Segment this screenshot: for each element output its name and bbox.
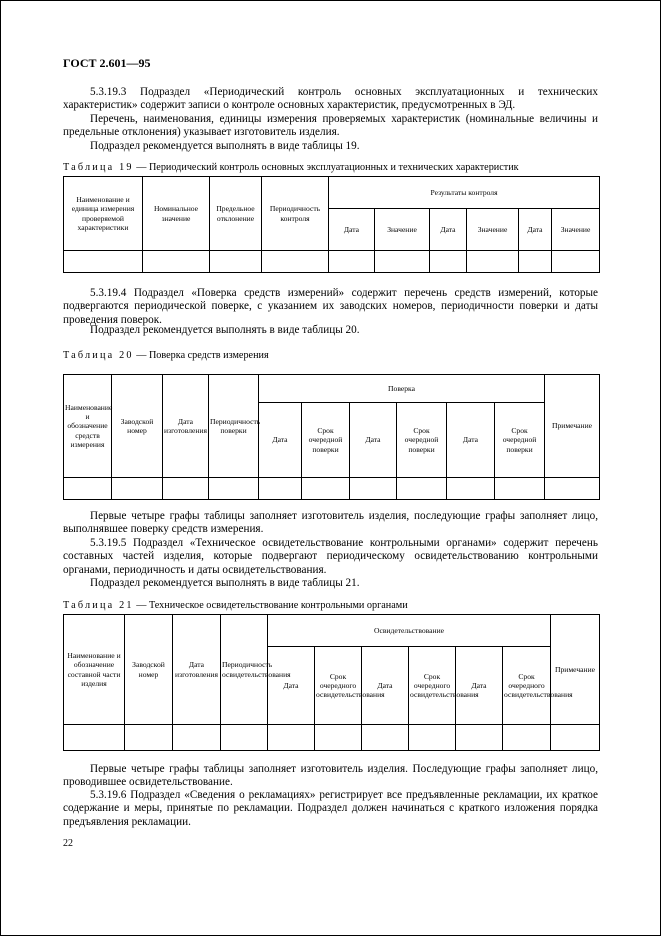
t19-col-name: Наименование и единица измерения проверяемой характеристики: [64, 177, 143, 251]
t20-col-name: Наименование и обозначение средств измерения: [64, 375, 112, 478]
t21-col-manufacture-date: Дата изготовления: [173, 615, 221, 725]
paragraph-5-3-19-6: 5.3.19.6 Подраздел «Сведения о рекламациях» регистрирует все предъявленные рекламации, их краткое содержание и меры, принятые по рекламации. Подраздел должен начинаться с краткого изложения порядка предъявления рекламации.: [63, 789, 598, 828]
t20-col-manufacture-date: Дата изготовления: [163, 375, 209, 478]
page-number: 22: [63, 838, 73, 849]
t20-sub: Дата: [447, 403, 495, 478]
paragraph-table19-ref: Подраздел рекомендуется выполнять в виде таблицы 19.: [90, 140, 360, 152]
paragraph-5-3-19-4: 5.3.19.4 Подраздел «Поверка средств измерений» содержит перечень средств измерений, которые подвергаются периодической поверке, с указанием их заводских номеров, периодичности поверки и даты проведения поверок.: [63, 287, 598, 326]
table19-caption: [63, 162, 519, 173]
table20-title: — Поверка средств измерения: [133, 350, 269, 361]
t21-col-name: Наименование и обозначение составной части изделия: [64, 615, 125, 725]
t19-col-deviation: Предельное отклонение: [210, 177, 262, 251]
t21-group-inspection: Освидетельствование: [268, 615, 551, 647]
t19-sub: Дата: [430, 209, 467, 251]
t19-sub: Дата: [519, 209, 552, 251]
table19-label: Таблица 19: [63, 162, 134, 173]
t21-sub: Дата: [268, 647, 315, 725]
t20-col-periodicity: Периодичность поверки: [209, 375, 259, 478]
table-row: [64, 478, 600, 500]
table21-caption: [63, 600, 408, 611]
paragraph-table20-ref: Подраздел рекомендуется выполнять в виде таблицы 20.: [90, 324, 360, 336]
table-20: [63, 374, 600, 500]
t19-sub: Значение: [467, 209, 519, 251]
t20-col-note: Примечание: [545, 375, 600, 478]
t19-col-nominal: Номинальное значение: [143, 177, 210, 251]
t20-group-verification: Поверка: [259, 375, 545, 403]
t21-col-periodicity: Периодичность освидетельствования: [221, 615, 268, 725]
t21-sub: Дата: [456, 647, 503, 725]
table-19: [63, 176, 600, 273]
t21-sub: Срок очередного освидетельствования: [315, 647, 362, 725]
t21-sub: Срок очередного освидетельствования: [409, 647, 456, 725]
paragraph-table21-note: Первые четыре графы таблицы заполняет изготовитель изделия. Последующие графы заполняет лицо, проводившее освидетельствование.: [63, 763, 598, 789]
t21-sub: Срок очередного освидетельствования: [503, 647, 551, 725]
table21-label: Таблица 21: [63, 600, 134, 611]
table21-title: — Техническое освидетельствование контрольными органами: [133, 600, 408, 611]
table-row: [64, 251, 600, 273]
paragraph-5-3-19-5: 5.3.19.5 Подраздел «Техническое освидетельствование контрольными органами» содержит перечень составных частей изделия, которые подвергают периодическому освидетельствованию контрольными органами, периодичность и даты освидетельствования.: [63, 537, 598, 576]
t19-group-results: Результаты контроля: [329, 177, 600, 209]
t20-sub: Срок очередной поверки: [302, 403, 350, 478]
paragraph-characteristics: Перечень, наименования, единицы измерения проверяемых характеристик (номинальные величины и предельные отклонения) указывает изготовитель изделия.: [63, 113, 598, 139]
table19-title: — Периодический контроль основных эксплуатационных и технических характеристик: [133, 162, 519, 173]
document-header: ГОСТ 2.601—95: [63, 56, 151, 70]
t20-col-serial: Заводской номер: [112, 375, 163, 478]
t19-sub: Значение: [375, 209, 430, 251]
t21-col-note: Примечание: [551, 615, 600, 725]
t19-sub: Дата: [329, 209, 375, 251]
table-21: [63, 614, 600, 751]
paragraph-table21-ref: Подраздел рекомендуется выполнять в виде таблицы 21.: [90, 577, 360, 589]
table20-label: Таблица 20: [63, 350, 134, 361]
t20-sub: Срок очередной поверки: [495, 403, 545, 478]
table20-caption: [63, 350, 269, 361]
paragraph-table20-note: Первые четыре графы таблицы заполняет изготовитель изделия, последующие графы заполняет лицо, выполнявшее поверку средств измерения.: [63, 510, 598, 536]
t20-sub: Срок очередной поверки: [397, 403, 447, 478]
t21-sub: Дата: [362, 647, 409, 725]
paragraph-5-3-19-3: 5.3.19.3 Подраздел «Периодический контроль основных эксплуатационных и технических характеристик» содержит записи о контроле основных характеристик, предусмотренных в ЭД.: [63, 86, 598, 112]
t21-col-serial: Заводской номер: [125, 615, 173, 725]
t19-col-periodicity: Периодичность контроля: [262, 177, 329, 251]
t20-sub: Дата: [350, 403, 397, 478]
table-row: [64, 725, 600, 751]
t20-sub: Дата: [259, 403, 302, 478]
t19-sub: Значение: [552, 209, 600, 251]
